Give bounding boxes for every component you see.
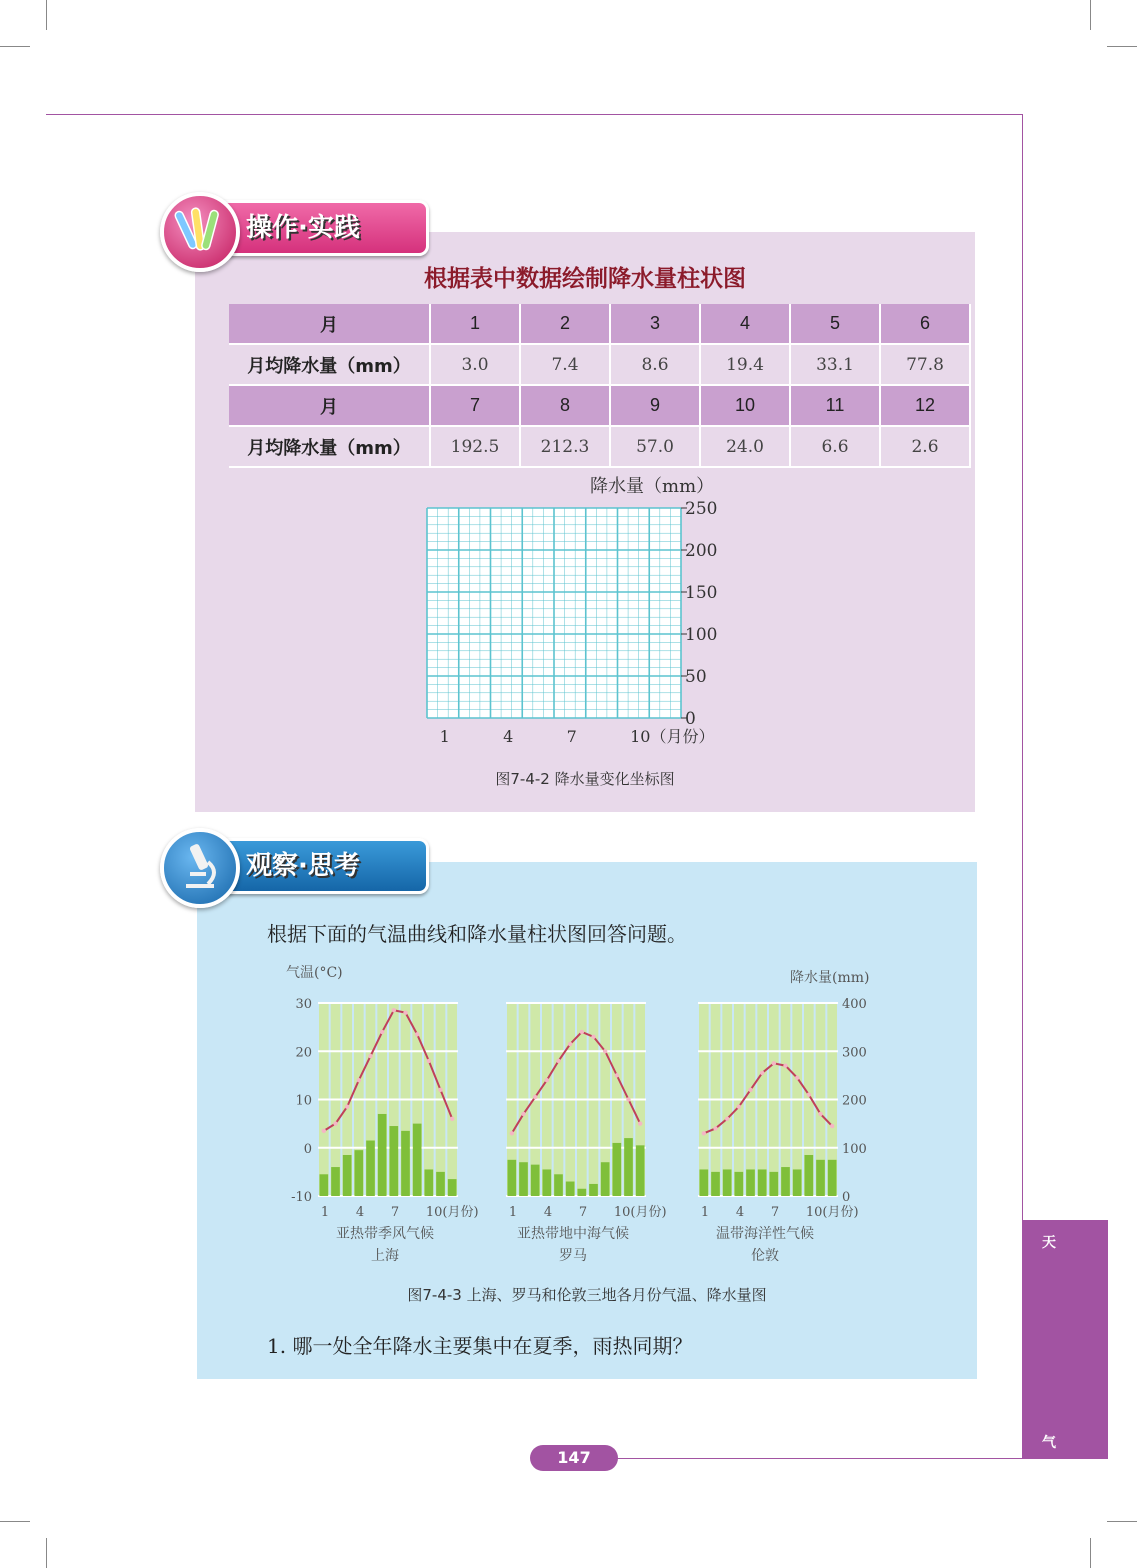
temperature-point [830, 1124, 834, 1128]
precipitation-bar [566, 1182, 575, 1196]
temperature-point [556, 1059, 560, 1063]
precipitation-bar [601, 1162, 610, 1196]
precipitation-bar [770, 1172, 779, 1196]
precipitation-bar [578, 1189, 587, 1196]
temperature-point [357, 1078, 361, 1082]
precipitation-bar [436, 1172, 445, 1196]
month-tick-label: 4 [543, 1205, 553, 1220]
precipitation-bar [366, 1141, 375, 1196]
grid-ytick-label: 200 [685, 541, 718, 561]
grid-chart-ylabel: 降水量（mm） [590, 476, 715, 497]
grid-xtick-label: 4 [503, 727, 514, 746]
temperature-point [772, 1061, 776, 1065]
table-row-label: 月均降水量（mm） [229, 344, 430, 385]
question-1: 1. 哪一处全年降水主要集中在夏季，雨热同期？ [267, 1334, 693, 1358]
climate-type-label: 亚热带季风气候 [336, 1226, 434, 1242]
climate-chart-2 [506, 1003, 667, 1264]
page-frame-bottom [600, 1458, 1022, 1459]
month-tick-label: 7 [390, 1205, 400, 1220]
climate-chart-1 [318, 1003, 479, 1264]
precipitation-bar [508, 1160, 517, 1196]
grid-chart-caption: 图7-4-2 降水量变化坐标图 [495, 770, 675, 788]
table-cell-value: 24.0 [700, 426, 790, 467]
climate-chart-3 [698, 1003, 859, 1264]
month-tick-label: 7 [578, 1205, 588, 1220]
table-row [229, 344, 970, 385]
month-tick-label: 10(月份) [425, 1205, 479, 1220]
temperature-tick-label: 0 [303, 1141, 312, 1157]
temperature-point [783, 1064, 787, 1068]
table-header-row [229, 385, 970, 426]
table-cell-month: 11 [790, 385, 880, 426]
month-tick-label: 7 [770, 1205, 780, 1220]
temperature-point [322, 1129, 326, 1133]
chapter-side-tab [1022, 1220, 1108, 1459]
table-cell-value: 33.1 [790, 344, 880, 385]
grid-ytick-label: 50 [685, 667, 707, 687]
table-cell-month: 1 [430, 304, 520, 344]
table-cell-month: 12 [880, 385, 970, 426]
temperature-point [818, 1112, 822, 1116]
temperature-point [725, 1117, 729, 1121]
temperature-point [603, 1049, 607, 1053]
grid-ytick-label: 0 [685, 709, 696, 729]
precipitation-bar [746, 1169, 755, 1196]
table-cell-value: 212.3 [520, 426, 610, 467]
month-tick-label: 10(月份) [613, 1205, 667, 1220]
temperature-point [533, 1095, 537, 1099]
city-label: 上海 [371, 1248, 399, 1264]
precipitation-bar [401, 1131, 410, 1196]
table-cell-value: 7.4 [520, 344, 610, 385]
precipitation-bar [636, 1145, 645, 1196]
page-number: 147 [530, 1445, 618, 1471]
table-cell-month: 10 [700, 385, 790, 426]
crop-mark [0, 46, 30, 47]
precipitation-bar [781, 1167, 790, 1196]
precipitation-tick-label: 100 [842, 1141, 867, 1157]
table-cell-month: 6 [880, 304, 970, 344]
blank-grid-chart [400, 470, 760, 800]
table-row-label: 月 [229, 385, 430, 426]
temperature-point [580, 1030, 584, 1034]
temperature-point [807, 1092, 811, 1096]
table-cell-value: 2.6 [880, 426, 970, 467]
temperature-point [748, 1088, 752, 1092]
temperature-point [638, 1121, 642, 1125]
temperature-point [626, 1097, 630, 1101]
precipitation-bar [413, 1124, 422, 1196]
table-cell-value: 6.6 [790, 426, 880, 467]
temperature-point [545, 1078, 549, 1082]
table-row-label: 月 [229, 304, 430, 344]
precipitation-tick-label: 200 [842, 1093, 867, 1109]
temperature-point [737, 1105, 741, 1109]
temperature-tick-label: 10 [295, 1093, 312, 1109]
table-cell-month: 2 [520, 304, 610, 344]
precipitation-bar [793, 1169, 802, 1196]
practice-badge-tab [208, 200, 429, 256]
table-cell-value: 3.0 [430, 344, 520, 385]
table-cell-month: 4 [700, 304, 790, 344]
precipitation-bar [613, 1143, 622, 1196]
crop-mark [0, 1521, 30, 1522]
precipitation-bar [554, 1174, 563, 1196]
precipitation-tick-label: 300 [842, 1045, 867, 1061]
temperature-point [380, 1030, 384, 1034]
crop-mark [1090, 0, 1091, 30]
precipitation-bar [816, 1160, 825, 1196]
precipitation-bar [624, 1138, 633, 1196]
grid-xtick-label: 7 [566, 727, 577, 746]
temperature-point [345, 1105, 349, 1109]
table-cell-month: 9 [610, 385, 700, 426]
city-label: 罗马 [559, 1248, 587, 1264]
precipitation-bar [700, 1169, 709, 1196]
precipitation-bar [758, 1169, 767, 1196]
temperature-point [415, 1032, 419, 1036]
precipitation-bar [448, 1179, 457, 1196]
precipitation-bar [805, 1155, 814, 1196]
temperature-point [568, 1042, 572, 1046]
precipitation-bar [320, 1174, 329, 1196]
precipitation-bar [735, 1172, 744, 1196]
table-header-row [229, 304, 970, 344]
page-frame-top [46, 114, 1023, 115]
observe-intro: 根据下面的气温曲线和降水量柱状图回答问题。 [267, 922, 687, 946]
temperature-point [760, 1071, 764, 1075]
precipitation-bar [828, 1160, 837, 1196]
precipitation-bar [543, 1169, 552, 1196]
month-tick-label: 1 [700, 1205, 710, 1220]
temperature-point [403, 1010, 407, 1014]
precipitation-bar [378, 1114, 387, 1196]
precipitation-bar [355, 1150, 364, 1196]
precipitation-tick-label: 0 [842, 1190, 851, 1205]
climate-charts [270, 955, 910, 1285]
precipitation-bar [589, 1184, 598, 1196]
precipitation-bar [343, 1155, 352, 1196]
table-cell-month: 3 [610, 304, 700, 344]
grid-ytick-label: 250 [685, 499, 718, 519]
precipitation-bar [390, 1126, 399, 1196]
precipitation-table [229, 304, 971, 468]
precipitation-bar [519, 1162, 528, 1196]
table-cell-month: 7 [430, 385, 520, 426]
temperature-point [702, 1131, 706, 1135]
temperature-point [368, 1054, 372, 1058]
temperature-point [591, 1035, 595, 1039]
crop-mark [1107, 46, 1137, 47]
month-tick-label: 1 [320, 1205, 330, 1220]
climate-type-label: 亚热带地中海气候 [517, 1226, 629, 1242]
table-cell-month: 5 [790, 304, 880, 344]
microscope-icon [160, 828, 240, 908]
practice-badge-label: 操作·实践 [246, 213, 360, 243]
city-label: 伦敦 [751, 1248, 779, 1264]
temperature-point [795, 1076, 799, 1080]
table-cell-value: 19.4 [700, 344, 790, 385]
table-cell-value: 77.8 [880, 344, 970, 385]
temperature-point [450, 1117, 454, 1121]
temperature-point [392, 1008, 396, 1012]
side-tab-bottom: 气 [1042, 1435, 1056, 1451]
precipitation-bar [425, 1169, 434, 1196]
table-cell-value: 192.5 [430, 426, 520, 467]
month-tick-label: 4 [735, 1205, 745, 1220]
table-row [229, 426, 970, 467]
practice-title: 根据表中数据绘制降水量柱状图 [424, 266, 746, 292]
crop-mark [1107, 1521, 1137, 1522]
temperature-point [438, 1088, 442, 1092]
grid-xtick-label: 10（月份） [630, 727, 715, 746]
precipitation-axis-label: 降水量(mm) [790, 970, 870, 986]
grid-xtick-label: 1 [439, 727, 450, 746]
temperature-tick-label: 20 [295, 1045, 312, 1061]
temperature-tick-label: 30 [295, 997, 312, 1012]
crop-mark [1090, 1538, 1091, 1568]
table-cell-value: 57.0 [610, 426, 700, 467]
observe-badge-label: 观察·思考 [246, 851, 360, 881]
table-row-label: 月均降水量（mm） [229, 426, 430, 467]
temperature-axis-label: 气温(°C) [286, 965, 343, 981]
month-tick-label: 4 [355, 1205, 365, 1220]
temperature-point [521, 1112, 525, 1116]
month-tick-label: 1 [508, 1205, 518, 1220]
grid-ytick-label: 100 [685, 625, 718, 645]
grid-ytick-label: 150 [685, 583, 718, 603]
temperature-tick-label: -10 [291, 1190, 312, 1205]
precipitation-bar [331, 1167, 340, 1196]
temperature-point [615, 1073, 619, 1077]
month-tick-label: 10(月份) [805, 1205, 859, 1220]
temperature-point [333, 1121, 337, 1125]
table-cell-value: 8.6 [610, 344, 700, 385]
temperature-point [713, 1126, 717, 1130]
precipitation-bar [723, 1169, 732, 1196]
precipitation-bar [531, 1165, 540, 1196]
precipitation-bar [711, 1172, 720, 1196]
temperature-point [427, 1059, 431, 1063]
side-tab-top: 天 [1042, 1235, 1056, 1251]
precipitation-tick-label: 400 [842, 997, 867, 1012]
crop-mark [46, 1538, 47, 1568]
temperature-point [510, 1131, 514, 1135]
observe-badge-tab [208, 838, 429, 894]
climate-caption: 图7-4-3 上海、罗马和伦敦三地各月份气温、降水量图 [407, 1286, 767, 1304]
table-cell-month: 8 [520, 385, 610, 426]
climate-type-label: 温带海洋性气候 [716, 1226, 814, 1242]
crop-mark [46, 0, 47, 30]
